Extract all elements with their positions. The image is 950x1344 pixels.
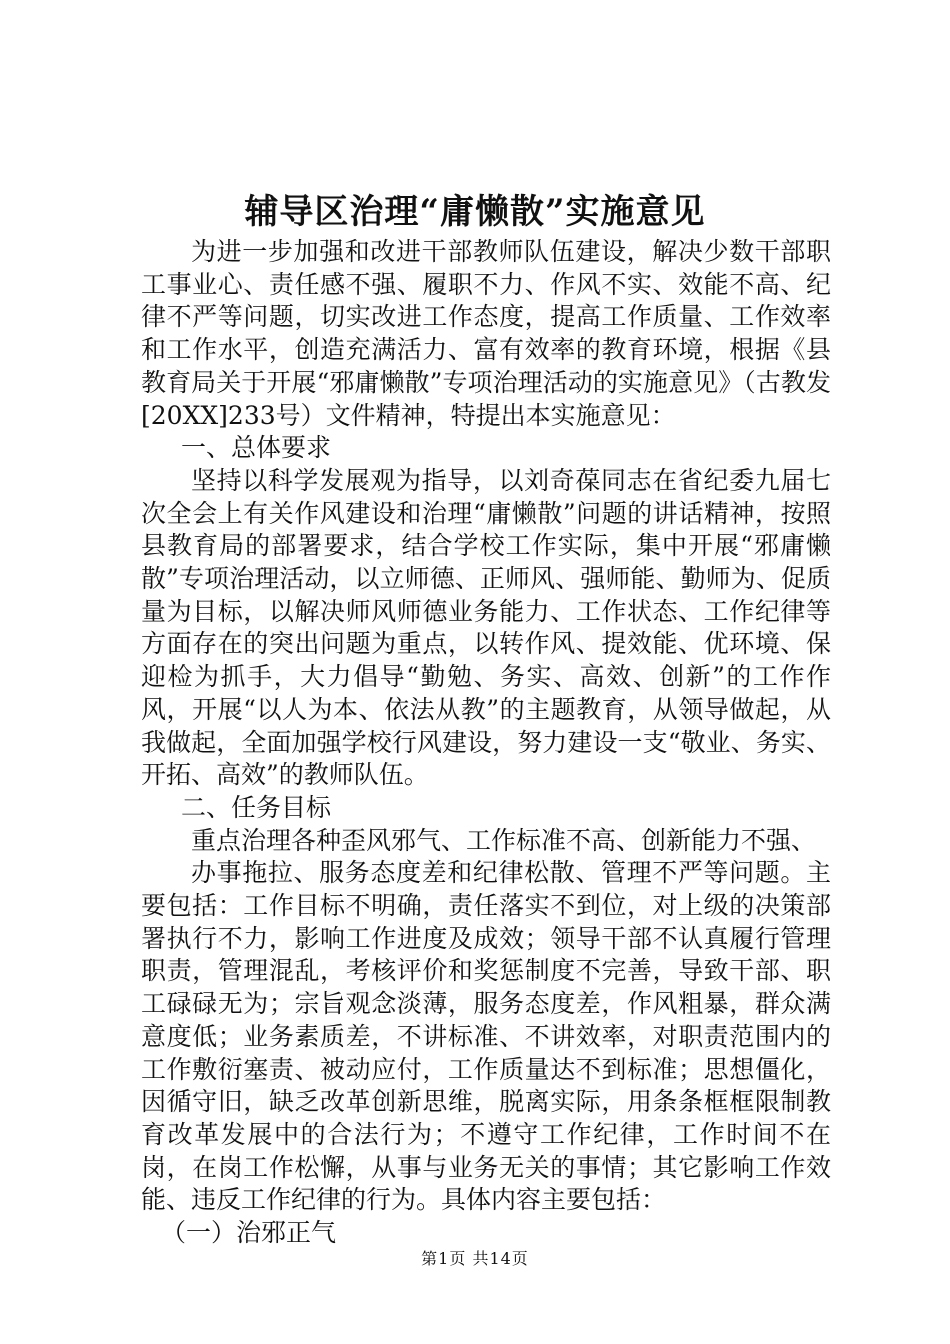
section-heading-general-requirements: 一、总体要求 [181,433,332,463]
page-number: 第1页 共14页 [421,1249,529,1268]
task-goals-paragraph-2: 办事拖拉、服务态度差和纪律松散、管理不严等问题。主要包括：工作目标不明确，责任落实不到位，对上级的决策部署执行不力，影响工作进度及成效；领导干部不认真履行管理职责，管理混乱，考核评价和奖惩制度不完善，导致干部、职工碌碌无为；宗旨观念淡薄，服务态度差，作风粗暴，群众满意度低；业务素质差，不讲标准、不讲效率，对职责范围内的工作敷衍塞责、被动应付，工作质量达不到标准；思想僵化，因循守旧，缺乏改革创新思维，脱离实际，用条条框框限制教育改革发展中的合法行为；不遵守工作纪律，工作时间不在岗，在岗工作松懈，从事与业务无关的事情；其它影响工作效能、违反工作纪律的行为。具体内容主要包括： [141,858,831,1215]
subsection-heading: （一）治邪正气 [161,1218,337,1248]
document-body [141,236,831,1250]
general-requirements-paragraph: 坚持以科学发展观为指导，以刘奇葆同志在省纪委九届七次全会上有关作风建设和治理“庸懒散”问题的讲话精神，按照县教育局的部署要求，结合学校工作实际，集中开展“邪庸懒散”专项治理活动，以立师德、正师风、强师能、勤师为、促质量为目标，以解决师风师德业务能力、工作状态、工作纪律等方面存在的突出问题为重点，以转作风、提效能、优环境、保迎检为抓手，大力倡导“勤勉、务实、高效、创新”的工作作风，开展“以人为本、依法从教”的主题教育，从领导做起，从我做起，全面加强学校行风建设，努力建设一支“敬业、务实、开拓、高效”的教师队伍。 [141,465,831,790]
document-title: 辅导区治理“庸懒散”实施意见 [244,192,706,232]
intro-paragraph: 为进一步加强和改进干部教师队伍建设，解决少数干部职工事业心、责任感不强、履职不力、作风不实、效能不高、纪律不严等问题，切实改进工作态度，提高工作质量、工作效率和工作水平，创造充满活力、富有效率的教育环境，根据《县教育局关于开展“邪庸懒散”专项治理活动的实施意见》（古教发[20XX]233号）文件精神，特提出本实施意见： [141,237,831,430]
task-goals-paragraph-1: 重点治理各种歪风邪气、工作标准不高、创新能力不强、 [191,825,817,855]
section-heading-task-goals: 二、任务目标 [181,792,332,822]
